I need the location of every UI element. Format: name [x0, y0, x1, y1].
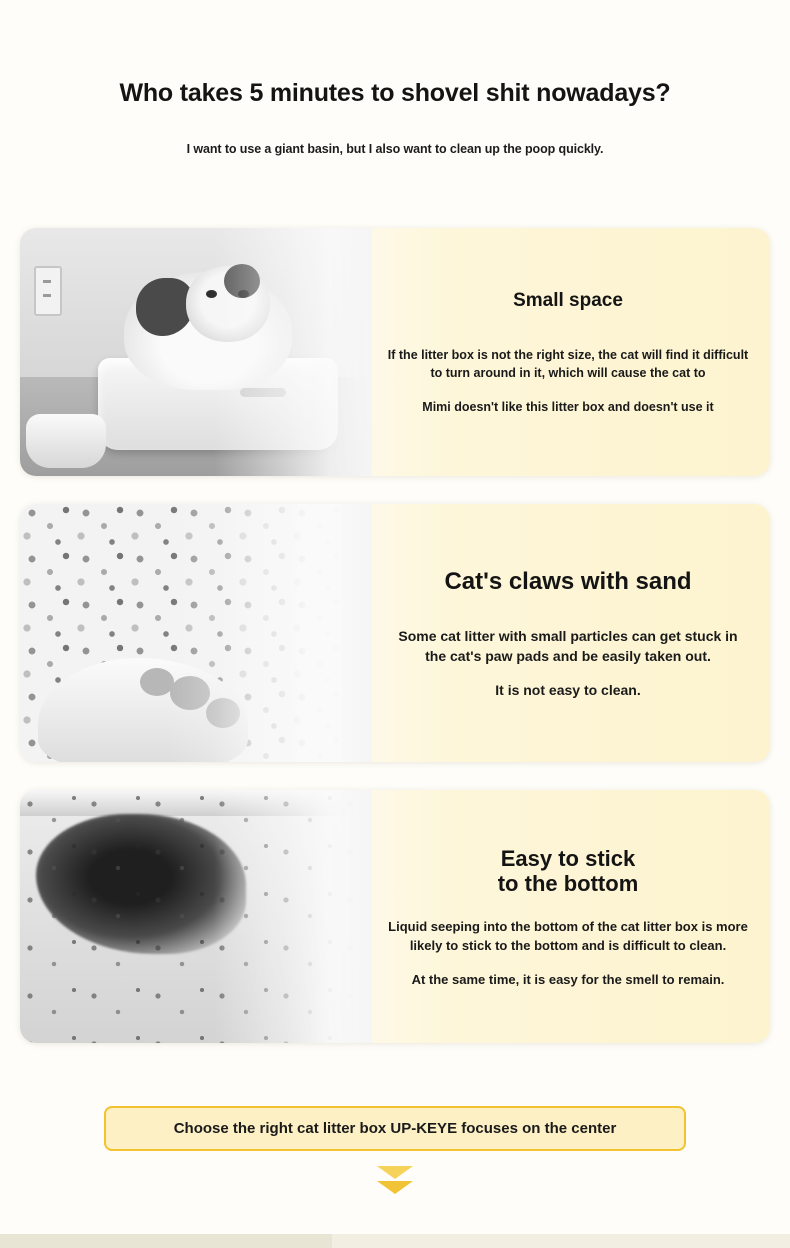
tray-rim [20, 790, 372, 816]
card-text-small-space [372, 228, 770, 476]
page-subtitle: I want to use a giant basin, but I also want to clean up the poop quickly. [186, 142, 604, 156]
cat-paw-shape [38, 658, 248, 762]
cat-head-shape [186, 266, 270, 342]
card-body-secondary: At the same time, it is easy for the smell to remain. [411, 972, 725, 988]
cta-banner[interactable] [104, 1106, 686, 1151]
feature-card-small-space [20, 228, 770, 476]
card-title-line2: to the bottom [497, 871, 639, 897]
cat-body-shape [124, 272, 292, 390]
litter-grains-texture [20, 504, 372, 762]
card-image-claws-with-sand [20, 504, 372, 762]
chevron-down-icon [377, 1181, 413, 1194]
card-image-easy-to-stick [20, 790, 372, 1043]
card-title: Cat's claws with sand [444, 567, 692, 595]
tray-side-highlight [302, 790, 372, 1043]
photo-fade-overlay [168, 504, 372, 762]
soiled-litter-stain [36, 814, 246, 954]
bottom-strip [0, 1234, 790, 1248]
scroll-down-indicator [0, 1166, 790, 1194]
card-title [498, 846, 639, 897]
cta-banner-label: Choose the right cat litter box UP-KEYE focuses on the center [173, 1120, 617, 1137]
photo-wall [20, 228, 372, 382]
card-text-claws-with-sand [372, 504, 770, 762]
paw-toe [140, 668, 174, 696]
card-text-easy-to-stick [372, 790, 770, 1043]
cat-fur-patch [136, 278, 194, 336]
card-title: Small space [513, 289, 623, 311]
photo-floor [20, 377, 372, 476]
wall-socket-icon [34, 266, 62, 316]
card-body: If the litter box is not the right size, the cat will find it difficult to turn around in it, which will cause the cat to [387, 347, 749, 380]
feature-card-easy-to-stick [20, 790, 770, 1043]
chevron-down-icon [377, 1166, 413, 1179]
paw-toe [206, 698, 240, 728]
litter-speck-texture [20, 790, 372, 1043]
card-body: Liquid seeping into the bottom of the cat litter box is more likely to stick to the bottom and is difficult to clean. [388, 919, 748, 954]
litter-box-shape [98, 358, 338, 450]
paw-toe [170, 676, 210, 710]
card-body: Some cat litter with small particles can get stuck in the cat's paw pads and be easily taken out. [398, 627, 738, 664]
bowl-shape [26, 414, 106, 468]
page-title: Who takes 5 minutes to shovel shit nowadays? [119, 79, 671, 107]
card-body-secondary: It is not easy to clean. [495, 682, 641, 699]
card-image-small-space [20, 228, 372, 476]
cat-head-patch [224, 264, 260, 298]
card-body-secondary: Mimi doesn't like this litter box and doesn't use it [422, 400, 714, 415]
card-title-line1: Easy to stick [500, 845, 636, 871]
feature-card-claws-with-sand [20, 504, 770, 762]
